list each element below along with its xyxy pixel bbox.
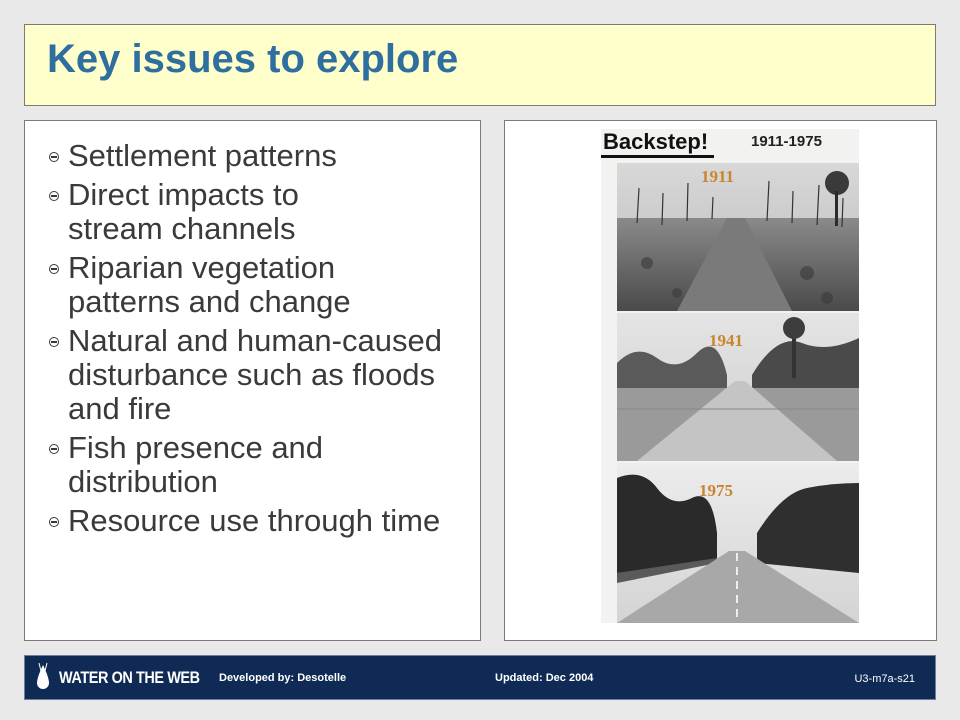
photo-year-label: 1975 <box>699 481 733 500</box>
bullet-icon <box>49 191 59 201</box>
title-box <box>24 24 936 106</box>
water-on-the-web-logo[interactable] <box>35 661 224 695</box>
photo-year-label: 1911 <box>701 167 735 186</box>
bullet-item <box>49 324 464 426</box>
slide-title: Key issues to explore <box>47 37 459 81</box>
bullet-icon <box>49 337 59 347</box>
cutover-forest-road-photo <box>617 163 859 311</box>
bullet-text: Riparian vegetation patterns and change <box>68 250 351 319</box>
footer-bar <box>24 655 936 700</box>
slide-code: U3-m7a-s21 <box>854 673 915 685</box>
bullet-item <box>49 178 389 246</box>
bullet-icon <box>49 152 59 162</box>
clipping-heading: Backstep! <box>601 129 714 158</box>
image-panel <box>504 120 937 641</box>
gravel-road-photo <box>617 313 859 461</box>
bullet-item <box>49 251 449 319</box>
logo-text: WATER ON THE WEB <box>59 668 200 687</box>
backstep-clipping <box>601 129 859 623</box>
developer-credit: Developed by: Desotelle <box>219 672 347 684</box>
clipping-header <box>601 129 859 161</box>
bullet-panel <box>24 120 481 641</box>
bullet-icon <box>49 264 59 274</box>
bullet-text: Resource use through time <box>68 503 441 538</box>
bullet-icon <box>49 517 59 527</box>
updated-date: Updated: Dec 2004 <box>495 672 594 684</box>
bullet-icon <box>49 444 59 454</box>
bullet-text: Natural and human-caused disturbance such as floods and fire <box>68 323 442 426</box>
bullet-text: Direct impacts to stream channels <box>68 177 299 246</box>
bullet-item <box>49 139 429 173</box>
paved-highway-photo <box>617 463 859 623</box>
bullet-text: Fish presence and distribution <box>68 430 324 499</box>
water-drop-icon <box>35 663 51 693</box>
bullet-item <box>49 431 429 499</box>
clipping-year-range: 1911-1975 <box>751 133 822 150</box>
bullet-item <box>49 504 469 538</box>
photo-year-label: 1941 <box>709 331 743 350</box>
bullet-list <box>25 121 480 538</box>
bullet-text: Settlement patterns <box>68 138 337 173</box>
